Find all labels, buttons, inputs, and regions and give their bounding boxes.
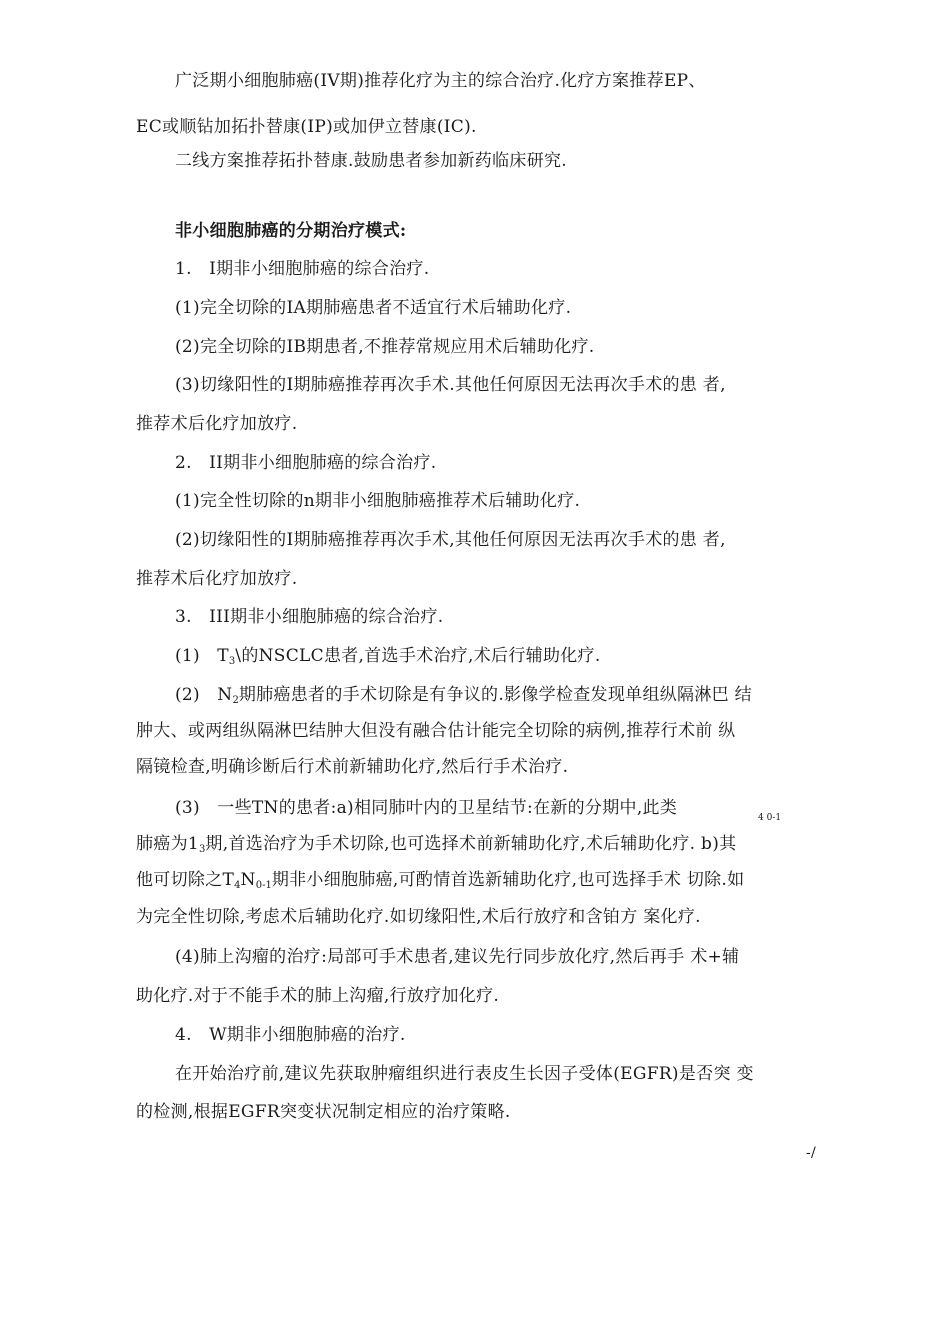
paragraph-line: 推荐术后化疗加放疗. — [136, 414, 298, 434]
text-run: 肺癌为1 — [136, 834, 200, 854]
paragraph-line — [136, 869, 744, 897]
text-run: 期非小细胞肺癌,可酌情首选新辅助化疗,也可选择手术 切除.如 — [271, 870, 745, 890]
paragraph-line: (3)切缘阳性的I期肺癌推荐再次手术.其他任何原因无法再次手术的患 者, — [175, 375, 726, 395]
page-mark: -/ — [806, 1145, 817, 1161]
superscript-note: 4 0-1 — [758, 813, 782, 823]
subscript: 4 — [234, 880, 241, 891]
paragraph-line: 在开始治疗前,建议先获取肿瘤组织进行表皮生长因子受体(EGFR)是否突 变 — [175, 1064, 754, 1084]
paragraph-line — [136, 833, 736, 861]
subscript: 3 — [199, 844, 206, 855]
paragraph-line: (4)肺上沟瘤的治疗:局部可手术患者,建议先行同步放化疗,然后再手 术+辅 — [175, 947, 740, 967]
section-item: 1. I期非小细胞肺癌的综合治疗. — [175, 259, 430, 279]
paragraph-line — [175, 645, 601, 673]
text-run: 他可切除之T — [136, 870, 235, 890]
paragraph-line: 隔镜检查,明确诊断后行术前新辅助化疗,然后行手术治疗. — [136, 757, 569, 777]
section-item: 3. III期非小细胞肺癌的综合治疗. — [175, 607, 444, 627]
text-run: (3) 一些TN的患者:a)相同肺叶内的卫星结节:在新的分期中,此类 — [175, 798, 678, 818]
paragraph-line: 为完全性切除,考虑术后辅助化疗.如切缘阳性,术后行放疗和含铂方 案化疗. — [136, 907, 701, 927]
subscript: 2 — [232, 695, 239, 706]
paragraph-line: 广泛期小细胞肺癌(IV期)推荐化疗为主的综合治疗.化疗方案推荐EP、 — [175, 71, 706, 91]
section-heading: 非小细胞肺癌的分期治疗模式: — [175, 221, 407, 241]
subscript: 0-1 — [255, 880, 272, 891]
subscript: 3 — [228, 656, 236, 667]
text-run: 期,首选治疗为手术切除,也可选择术前新辅助化疗,术后辅助化疗. b)其 — [205, 834, 737, 854]
text-run: 期肺癌患者的手术切除是有争议的.影像学检查发现单组纵隔淋巴 结 — [238, 685, 752, 705]
paragraph-line: 肿大、或两组纵隔淋巴结肿大但没有融合估计能完全切除的病例,推荐行术前 纵 — [136, 721, 736, 741]
paragraph-line: (1)完全切除的IA期肺癌患者不适宜行术后辅助化疗. — [175, 298, 572, 318]
text-run: (1) T — [175, 646, 229, 666]
paragraph-line: 的检测,根据EGFR突变状况制定相应的治疗策略. — [136, 1102, 511, 1122]
paragraph-line — [175, 797, 677, 819]
text-run: N — [240, 870, 256, 890]
paragraph-line: EC或顺钻加拓扑替康(IP)或加伊立替康(IC). — [136, 117, 477, 137]
paragraph-line: (2)完全切除的IB期患者,不推荐常规应用术后辅助化疗. — [175, 337, 595, 357]
text-run: (2) N — [175, 685, 233, 705]
paragraph-line: 二线方案推荐拓扑替康.鼓励患者参加新药临床研究. — [175, 151, 568, 171]
paragraph-line: (2)切缘阳性的I期肺癌推荐再次手术,其他任何原因无法再次手术的患 者, — [175, 530, 726, 550]
paragraph-line: (1)完全性切除的n期非小细胞肺癌推荐术后辅助化疗. — [175, 491, 581, 511]
paragraph-line: 推荐术后化疗加放疗. — [136, 569, 298, 589]
text-run: \的NSCLC患者,首选手术治疗,术后行辅助化疗. — [235, 646, 601, 666]
paragraph-line — [175, 684, 752, 712]
section-item: 4. W期非小细胞肺癌的治疗. — [175, 1025, 406, 1045]
paragraph-line: 助化疗.对于不能手术的肺上沟瘤,行放疗加化疗. — [136, 986, 500, 1006]
section-item: 2. II期非小细胞肺癌的综合治疗. — [175, 453, 437, 473]
